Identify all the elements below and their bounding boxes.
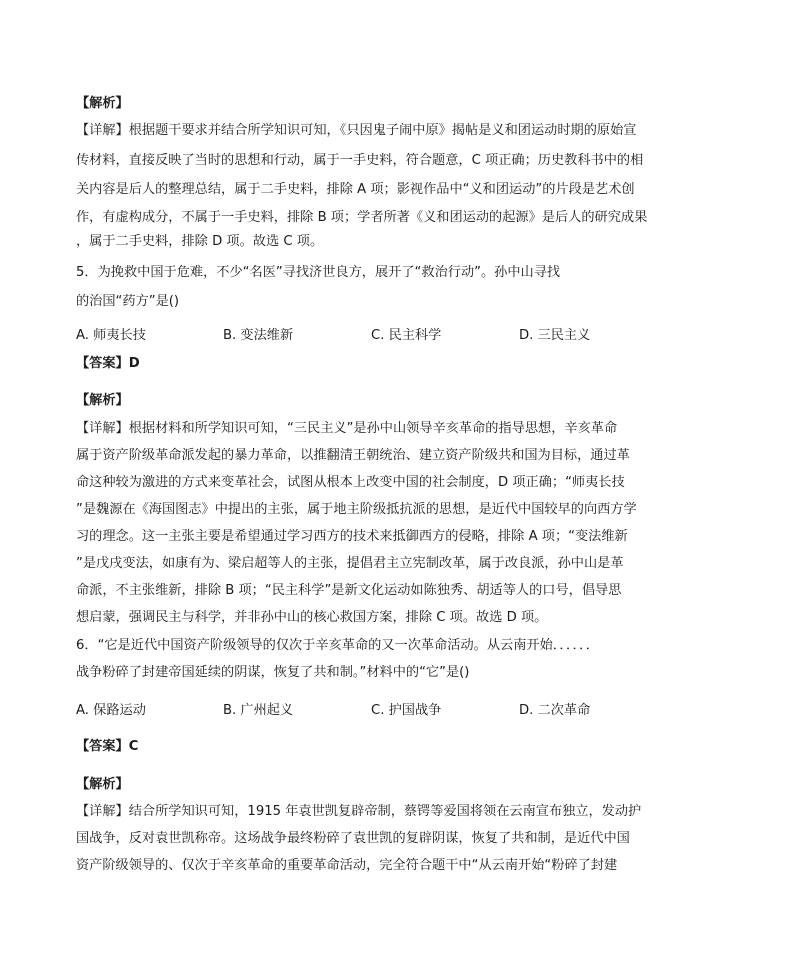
- detail-line: 习的理念。这一主张主要是希望通过学习西方的技术来抵御西方的侵略，排除 A 项；“变法维新: [76, 529, 628, 544]
- q5-option-a: A. 师夷长技: [76, 328, 146, 343]
- detail-line: 命派，不主张维新，排除 B 项；“民主科学”是新文化运动如陈独秀、胡适等人的口号，倡导思: [76, 583, 622, 598]
- q6-option-d: D. 二次革命: [519, 703, 591, 718]
- detail-line: 命这种较为激进的方式来变革社会，试图从根本上改变中国的社会制度，D 项正确；“师夷长技: [76, 475, 625, 490]
- q5-answer: 【答案】D: [76, 356, 140, 371]
- q6-answer: 【答案】C: [76, 739, 139, 754]
- detail-line: ”是魏源在《海国图志》中提出的主张，属于地主阶级抵抗派的思想，是近代中国较早的向西方学: [76, 502, 637, 517]
- detail-line: ”是戊戌变法，如康有为、梁启超等人的主张，提倡君主立宪制改革，属于改良派，孙中山是革: [76, 556, 624, 571]
- q6-option-c: C. 护国战争: [371, 703, 442, 718]
- detail-line: 国战争，反对袁世凯称帝。这场战争最终粉碎了袁世凯的复辟阴谋，恢复了共和制，是近代中国: [76, 831, 630, 846]
- detail-line: 【详解】根据题干要求并结合所学知识可知，《只因鬼子闹中原》揭帖是义和团运动时期的原始宣: [76, 123, 637, 138]
- detail-line: 【详解】根据材料和所学知识可知，“三民主义”是孙中山领导辛亥革命的指导思想，辛亥革命: [76, 421, 618, 436]
- q5-analysis-heading: 【解析】: [76, 393, 129, 408]
- question-6-stem: 6．“它是近代中国资产阶级领导的仅次于辛亥革命的又一次革命活动。从云南开始．．．．．．: [76, 638, 599, 653]
- q6-option-b: B. 广州起义: [223, 703, 294, 718]
- question-5-stem: 5．为挽救中国于危难，不少“名医”寻找济世良方，展开了“救治行动”。孙中山寻找: [76, 265, 561, 280]
- q5-option-d: D. 三民主义: [519, 328, 591, 343]
- q6-analysis-heading: 【解析】: [76, 777, 129, 792]
- detail-line: 想启蒙，强调民主与科学，并非孙中山的核心救国方案，排除 C 项。故选 D 项。: [76, 610, 548, 625]
- detail-line: 关内容是后人的整理总结，属于二手史料，排除 A 项；影视作品中“义和团运动”的片段是艺术创: [76, 182, 635, 197]
- detail-line: 传材料，直接反映了当时的思想和行动，属于一手史料，符合题意，C 项正确；历史教科书中的相: [76, 153, 644, 168]
- q5-option-b: B. 变法维新: [223, 328, 294, 343]
- q6-option-a: A. 保路运动: [76, 703, 146, 718]
- detail-line: ，属于二手史料，排除 D 项。故选 C 项。: [76, 234, 324, 249]
- q5-option-c: C. 民主科学: [371, 328, 442, 343]
- detail-line: 属于资产阶级革命派发起的暴力革命，以推翻清王朝统治、建立资产阶级共和国为目标，通过革: [76, 448, 630, 463]
- detail-line: 【详解】结合所学知识可知，1915 年袁世凯复辟帝制，蔡锷等爱国将领在云南宣布独立，发动护: [76, 804, 642, 819]
- detail-line: 作，有虚构成分，不属于一手史料，排除 B 项；学者所著《义和团运动的起源》是后人的研究成果: [76, 210, 648, 225]
- question-6-stem: 战争粉碎了封建帝国延续的阴谋，恢复了共和制。”材料中的“它”是(): [76, 665, 470, 680]
- question-5-stem: 的治国“药方”是(): [76, 294, 180, 309]
- detail-line: 资产阶级领导的、仅次于辛亥革命的重要革命活动，完全符合题干中“从云南开始“粉碎了封建: [76, 858, 618, 873]
- analysis-heading: 【解析】: [76, 96, 129, 111]
